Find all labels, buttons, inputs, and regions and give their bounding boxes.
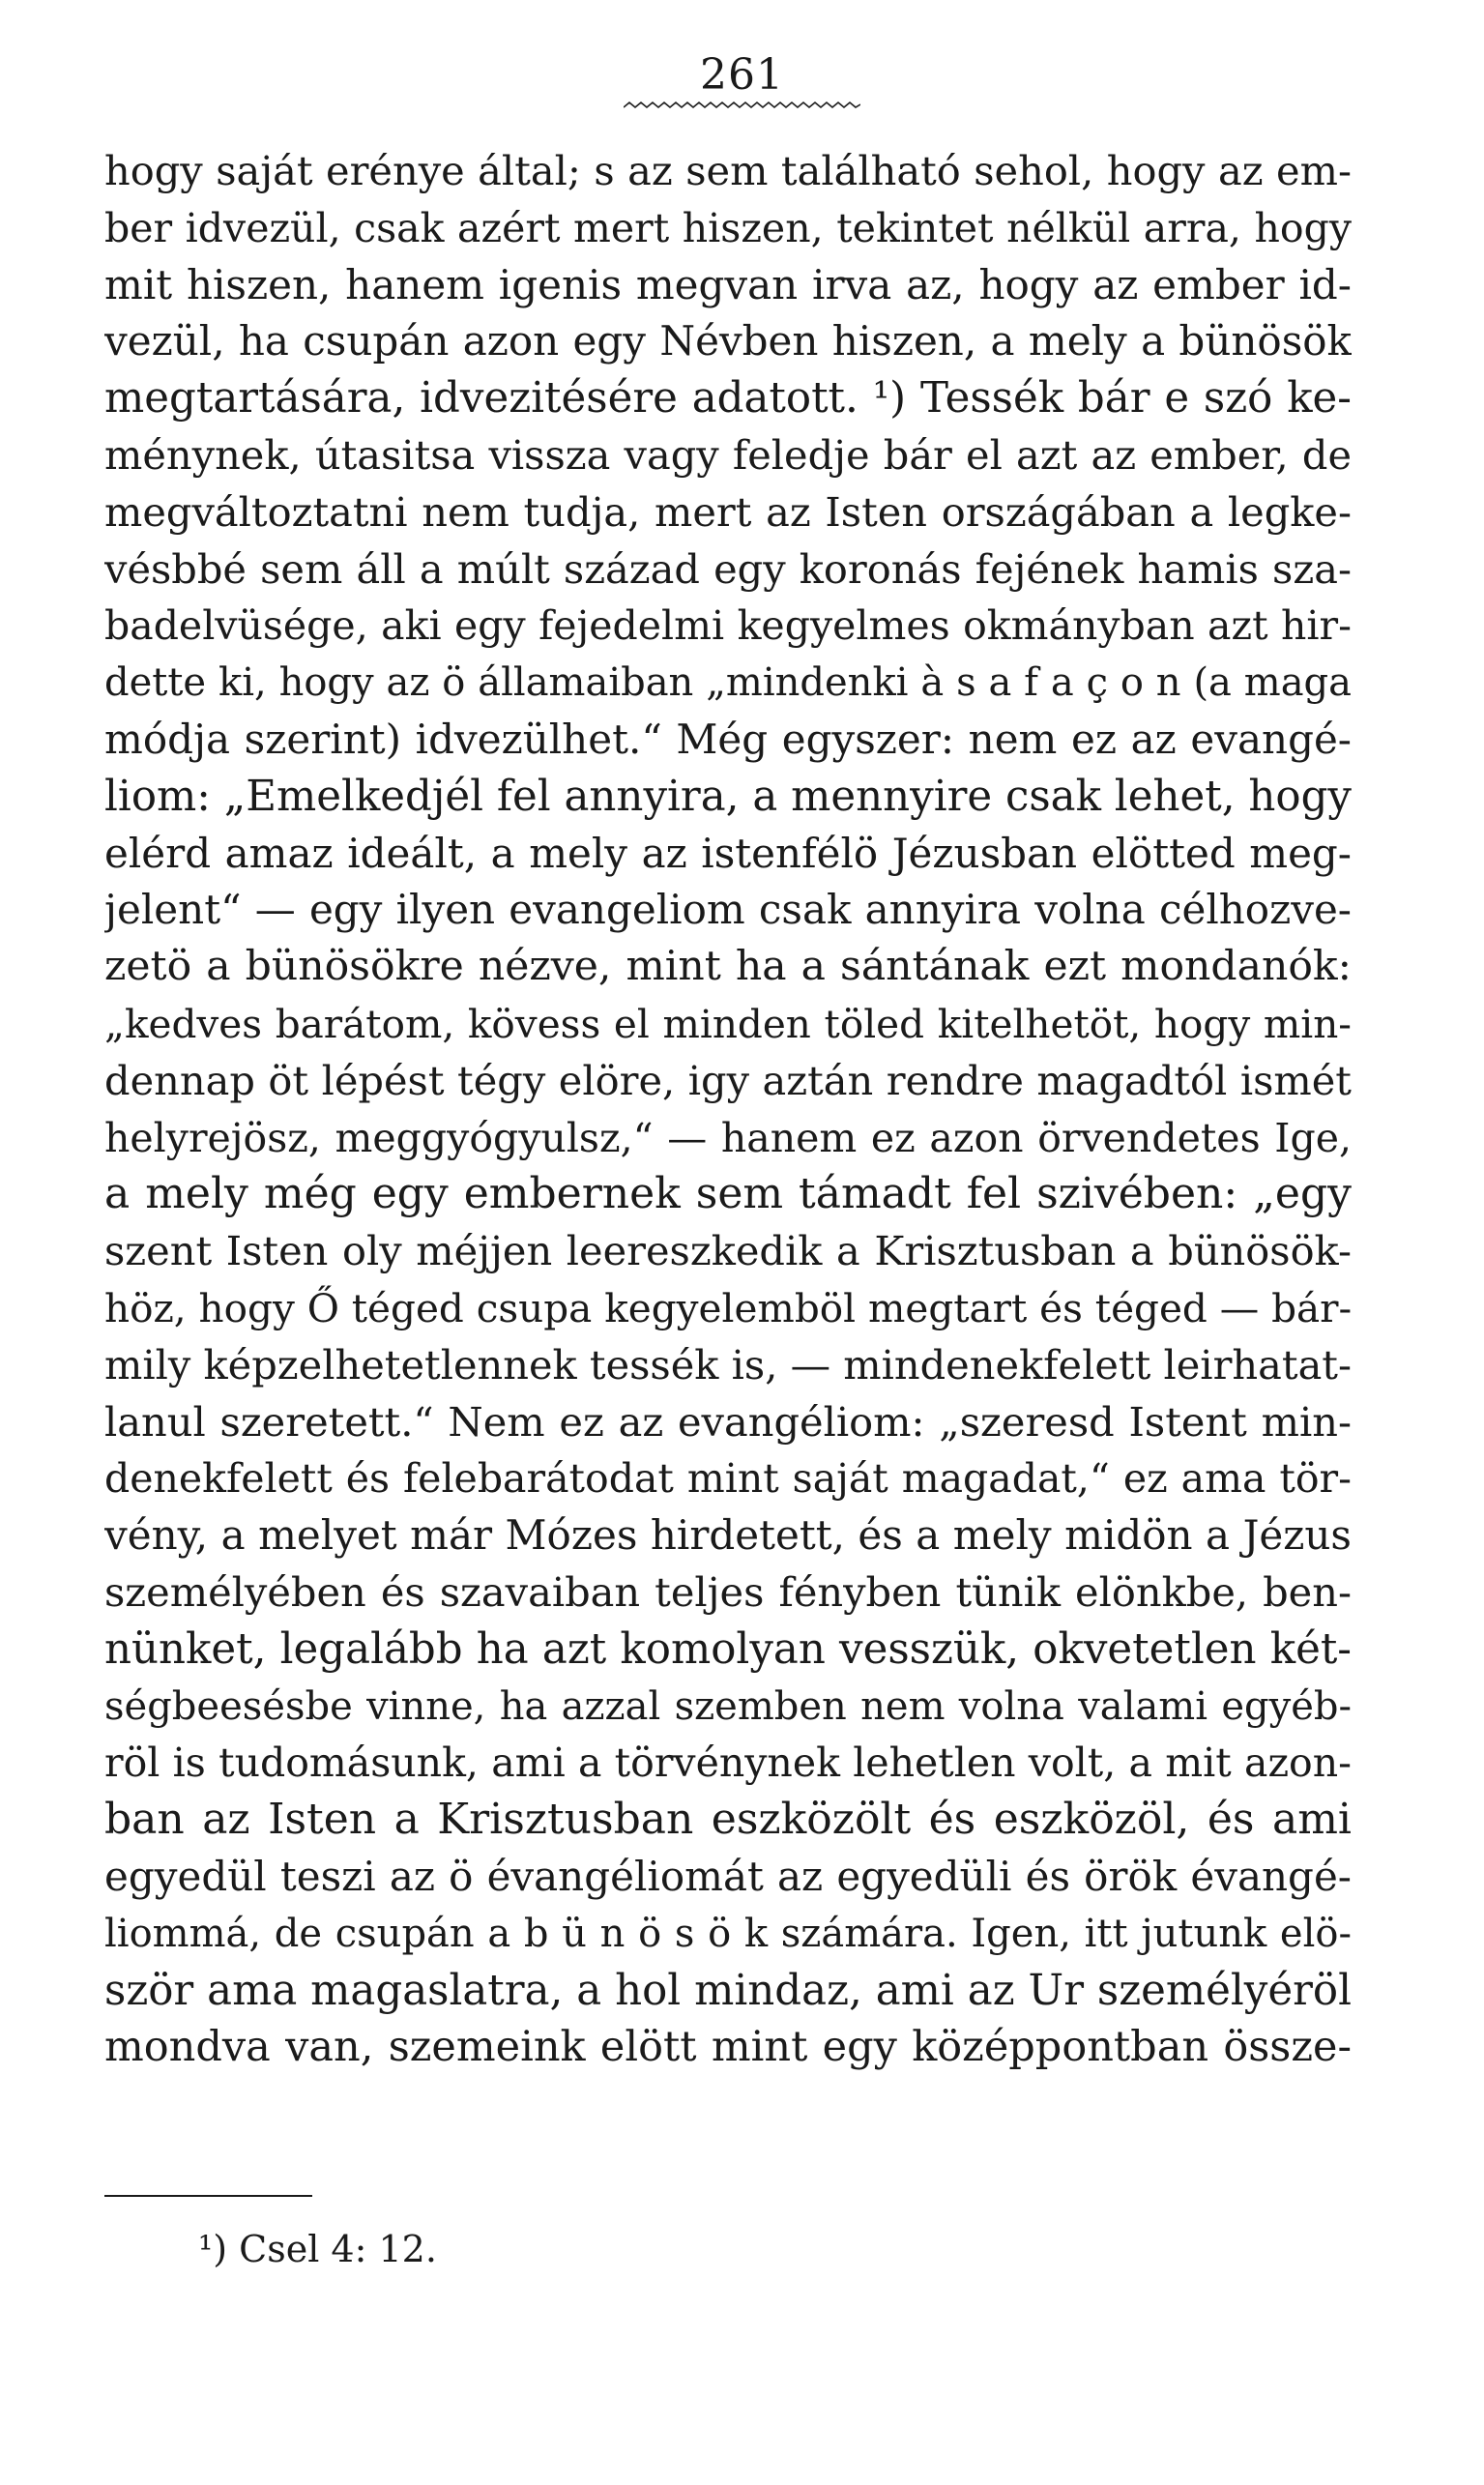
text-line: személyében és szavaiban teljes fényben tünik elönkbe, ben- (104, 1567, 1352, 1616)
text-line: helyrejösz, meggyógyulsz,“ — hanem ez azon örvendetes Ige, (104, 1114, 1352, 1161)
text-line: ban az Isten a Krisztusban eszközölt és eszközöl, és ami (104, 1795, 1352, 1845)
text-line: dette ki, hogy az ö államaiban „mindenki à s a f a ç o n (a maga (104, 660, 1352, 706)
text-line: megtartására, idvezitésére adatott. ¹) Tessék bár e szó ke- (104, 374, 1352, 424)
text-line: lanul szeretett.“ Nem ez az evangéliom: „szeresd Istent min- (104, 1397, 1352, 1446)
text-line: ségbeesésbe vinne, ha azzal szemben nem volna valami egyéb- (104, 1683, 1352, 1729)
text-line: zetö a bünösökre nézve, mint ha a sántának ezt mondanók: (104, 943, 1352, 991)
text-line: dennap öt lépést tégy elöre, igy aztán rendre magadtól ismét (104, 1056, 1352, 1104)
footnote-divider (104, 2195, 312, 2197)
text-line: „kedves barátom, kövess el minden töled kitelhetöt, hogy min- (104, 1000, 1352, 1047)
page-number: 261 (700, 50, 784, 100)
text-line: a mely még egy embernek sem támadt fel szivében: „egy (104, 1169, 1352, 1219)
text-line: egyedül teszi az ö évangéliomát az egyedüli és örök évangé- (104, 1852, 1352, 1900)
text-line: liom: „Emelkedjél fel annyira, a mennyire csak lehet, hogy (104, 772, 1352, 821)
text-line: vésbbé sem áll a múlt század egy koronás fejének hamis sza- (104, 544, 1352, 593)
text-line: denekfelett és felebarátodat mint saját magadat,“ ez ama tör- (104, 1455, 1352, 1503)
text-line: mondva van, szemeink elött mint egy középpontban össze- (104, 2023, 1352, 2072)
page-number-ornament (624, 101, 860, 114)
text-line: ménynek, útasitsa vissza vagy feledje bár el azt az ember, de (104, 430, 1352, 479)
text-line: vény, a melyet már Mózes hirdetett, és a mely midön a Jézus (104, 1511, 1352, 1560)
text-line: módja szerint) idvezülhet.“ Még egyszer: nem ez az evangé- (104, 715, 1352, 763)
text-line: röl is tudomásunk, ami a törvénynek lehetlen volt, a mit azon- (104, 1740, 1352, 1787)
body-text (104, 143, 1352, 2076)
text-line: elérd amaz ideált, a mely az istenfélö Jézusban elötted meg- (104, 829, 1352, 877)
text-line: ber idvezül, csak azért mert hiszen, tekintet nélkül arra, hogy (104, 204, 1352, 251)
text-line: megváltoztatni nem tudja, mert az Isten országában a legke- (104, 487, 1352, 536)
text-line: mit hiszen, hanem igenis megvan irva az, hogy az ember id- (104, 260, 1352, 308)
text-line: nünket, legalább ha azt komolyan vesszük, okvetetlen két- (104, 1624, 1352, 1674)
text-line: höz, hogy Ő téged csupa kegyelemböl megtart és téged — bár- (104, 1284, 1352, 1331)
text-line: mily képzelhetetlennek tessék is, — mindenekfelett leirhatat- (104, 1340, 1352, 1389)
text-line: szent Isten oly méjjen leereszkedik a Krisztusban a bünösök- (104, 1227, 1352, 1275)
text-line: badelvüsége, aki egy fejedelmi kegyelmes okmányban azt hir- (104, 602, 1352, 650)
text-line: liommá, de csupán a b ü n ö s ö k számára. Igen, itt jutunk elö- (104, 1911, 1352, 1956)
text-line: hogy saját erénye által; s az sem található sehol, hogy az em- (104, 147, 1352, 194)
text-line: vezül, ha csupán azon egy Névben hiszen, a mely a bünösök (104, 317, 1352, 365)
text-line: jelent“ — egy ilyen evangeliom csak annyira volna célhozve- (104, 886, 1352, 934)
footnote: ¹) Csel 4: 12. (198, 2228, 437, 2270)
text-line: ször ama magaslatra, a hol mindaz, ami az Ur személyéröl (104, 1966, 1352, 2015)
